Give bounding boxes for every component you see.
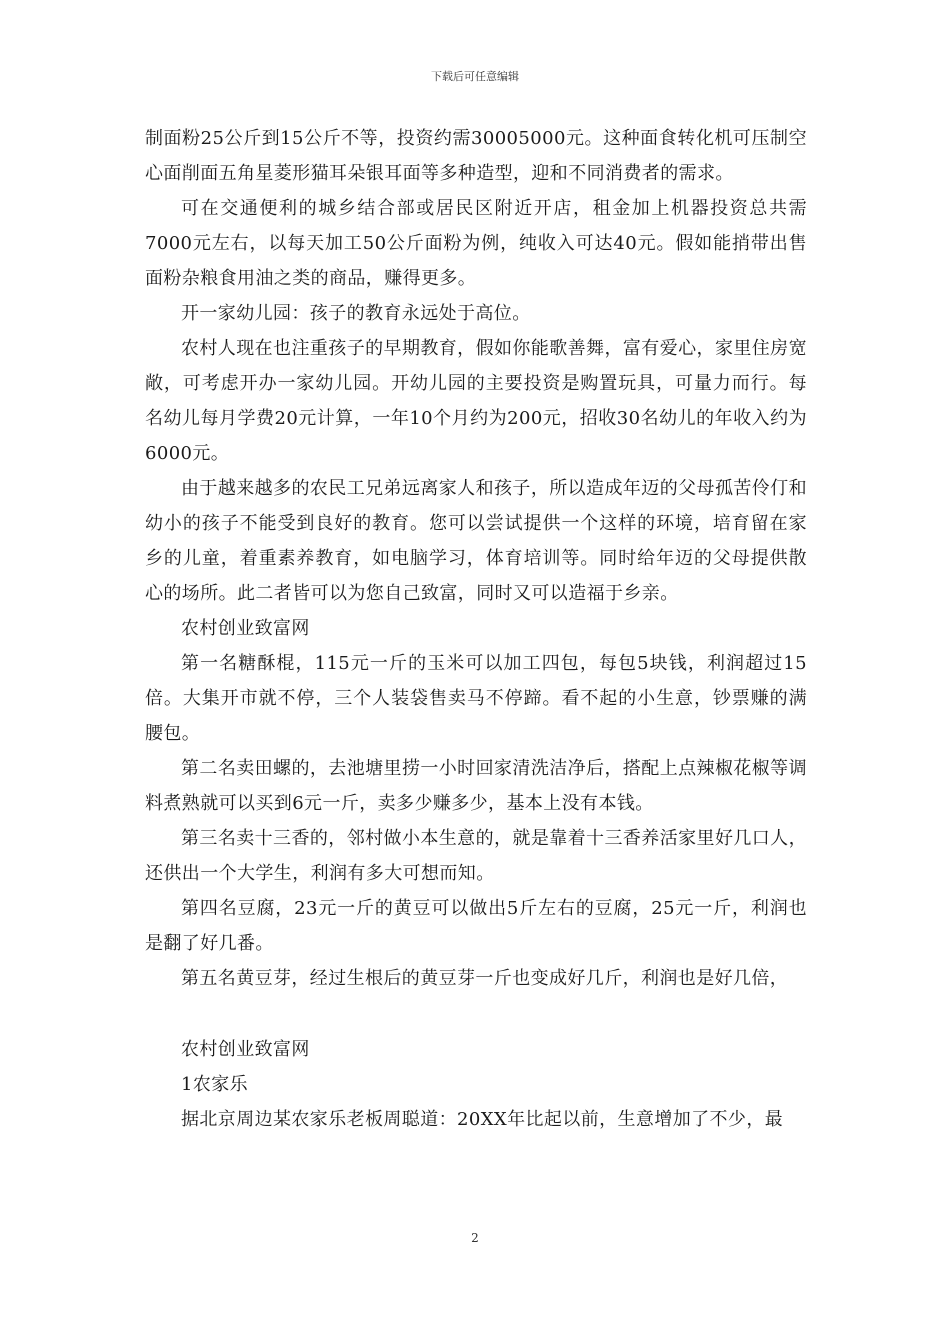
page-number: 2 xyxy=(471,1231,479,1245)
paragraph-farmhouse-detail: 据北京周边某农家乐老板周聪道：20XX年比起以前，生意增加了不少，最 xyxy=(181,1109,784,1130)
paragraph-kindergarten-detail: 农村人现在也注重孩子的早期教育，假如你能歌善舞，富有爱心，家里住房宽敞，可考虑开办一家幼儿园。开幼儿园的主要投资是购置玩具，可量力而行。每名幼儿每月学费20元计算，一年10个月约为200元，招收30名幼儿的年收入约为6000元。 xyxy=(145,338,807,464)
paragraph-rank-1: 第一名糖酥棍，115元一斤的玉米可以加工四包，每包5块钱，利润超过15倍。大集开市就不停，三个人装袋售卖马不停蹄。看不起的小生意，钞票赚的满腰包。 xyxy=(145,653,807,744)
paragraph-rank-4: 第四名豆腐，23元一斤的黄豆可以做出5斤左右的豆腐，25元一斤，利润也是翻了好几番。 xyxy=(145,898,807,954)
paragraph-kindergarten-heading: 开一家幼儿园：孩子的教育永远处于高位。 xyxy=(181,303,531,324)
paragraph-left-behind-children: 由于越来越多的农民工兄弟远离家人和孩子，所以造成年迈的父母孤苦伶仃和幼小的孩子不能受到良好的教育。您可以尝试提供一个这样的环境，培育留在家乡的儿童，着重素养教育，如电脑学习，体育培训等。同时给年迈的父母提供散心的场所。此二者皆可以为您自己致富，同时又可以造福于乡亲。 xyxy=(145,478,807,604)
page-header-note: 下载后可任意编辑 xyxy=(431,70,519,83)
paragraph-noodle-machine: 制面粉25公斤到15公斤不等，投资约需30005000元。这种面食转化机可压制空心面削面五角星菱形猫耳朵银耳面等多种造型，迎和不同消费者的需求。 xyxy=(145,128,807,184)
section-gap xyxy=(145,996,807,1032)
document-body xyxy=(145,121,807,1137)
paragraph-rank-5: 第五名黄豆芽，经过生根后的黄豆芽一斤也变成好几斤，利润也是好几倍， xyxy=(181,968,789,989)
paragraph-farmhouse-heading: 1农家乐 xyxy=(181,1074,249,1095)
paragraph-site-name-2: 农村创业致富网 xyxy=(181,1039,310,1060)
paragraph-rank-2: 第二名卖田螺的，去池塘里捞一小时回家清洗洁净后，搭配上点辣椒花椒等调料煮熟就可以买到6元一斤，卖多少赚多少，基本上没有本钱。 xyxy=(145,758,807,814)
paragraph-shop-location: 可在交通便利的城乡结合部或居民区附近开店，租金加上机器投资总共需7000元左右，以每天加工50公斤面粉为例，纯收入可达40元。假如能捎带出售面粉杂粮食用油之类的商品，赚得更多。 xyxy=(145,198,807,289)
paragraph-site-name: 农村创业致富网 xyxy=(181,618,310,639)
paragraph-rank-3: 第三名卖十三香的，邻村做小本生意的，就是靠着十三香养活家里好几口人，还供出一个大学生，利润有多大可想而知。 xyxy=(145,828,807,884)
